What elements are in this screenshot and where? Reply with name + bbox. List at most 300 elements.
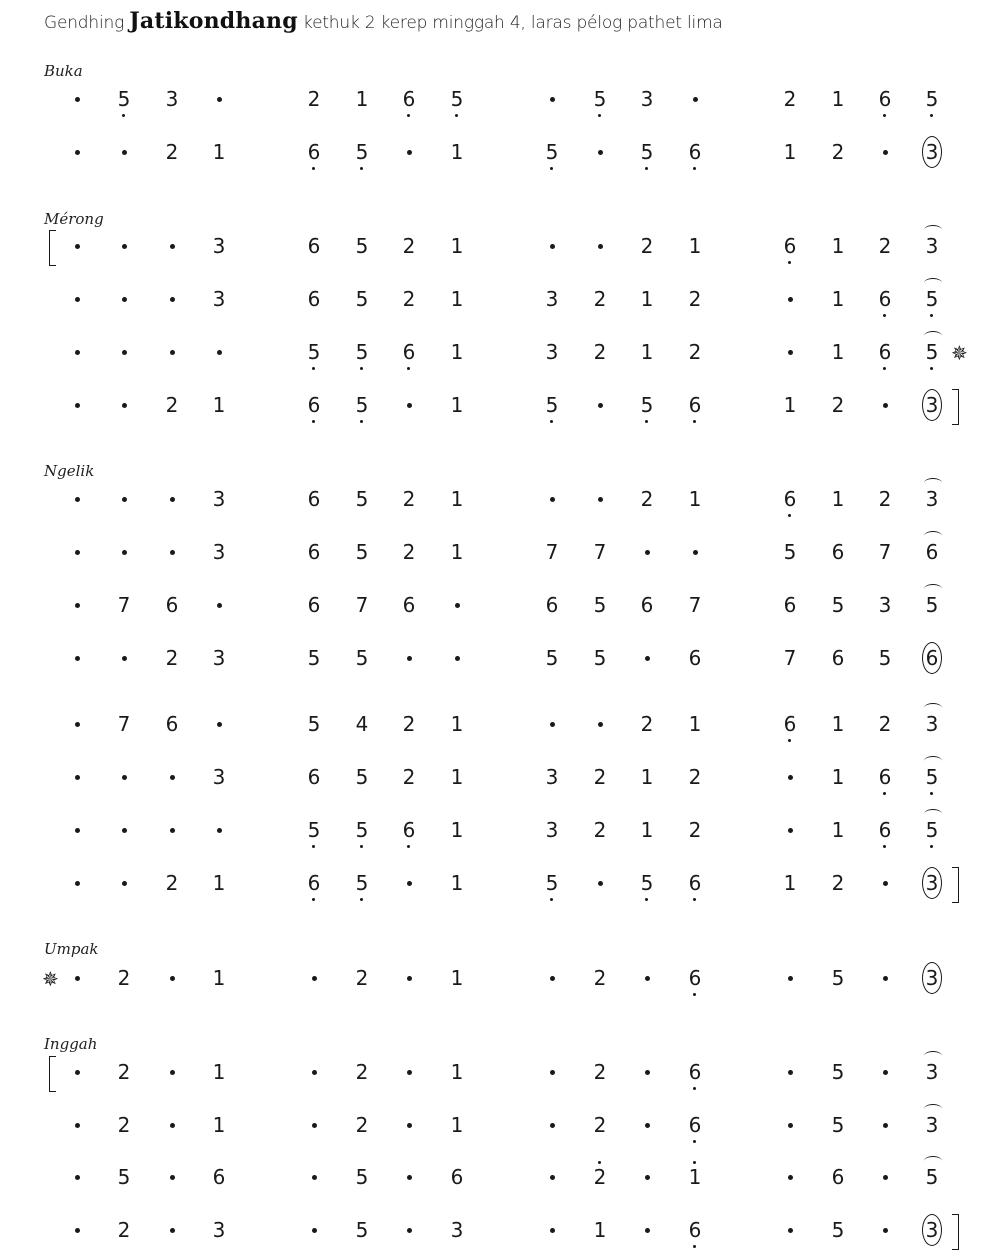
rest-dot xyxy=(585,712,615,738)
note-digit: 3 xyxy=(925,1113,939,1137)
note xyxy=(870,340,900,366)
rest-dot xyxy=(537,234,567,260)
note xyxy=(442,871,472,897)
note-digit: 5 xyxy=(831,1060,845,1084)
rest-dot xyxy=(299,966,329,992)
note xyxy=(299,393,329,419)
note xyxy=(109,593,139,619)
note xyxy=(823,234,853,260)
rest-dot-mark xyxy=(883,976,888,981)
note-digit: 2 xyxy=(402,234,416,258)
note-digit: 1 xyxy=(212,871,226,895)
note xyxy=(299,871,329,897)
rest-dot xyxy=(157,340,187,366)
note-digit: 2 xyxy=(593,966,607,990)
rest-dot xyxy=(775,1113,805,1139)
rest-dot-mark xyxy=(170,976,175,981)
note xyxy=(394,234,424,260)
rest-dot xyxy=(394,966,424,992)
rest-dot-mark xyxy=(883,881,888,886)
rest-dot-mark xyxy=(407,1228,412,1233)
rest-dot xyxy=(870,966,900,992)
note xyxy=(632,487,662,513)
note xyxy=(347,593,377,619)
note xyxy=(299,818,329,844)
note-digit: 2 xyxy=(640,712,654,736)
note-digit: 6 xyxy=(688,1060,702,1084)
note-digit: 6 xyxy=(688,646,702,670)
rest-dot xyxy=(109,871,139,897)
note-digit: 5 xyxy=(831,1218,845,1242)
note xyxy=(204,1113,234,1139)
note-digit: 3 xyxy=(212,487,226,511)
rest-dot xyxy=(204,818,234,844)
rest-dot-mark xyxy=(598,881,603,886)
note xyxy=(537,765,567,791)
kenong-note xyxy=(917,540,947,566)
rest-dot xyxy=(585,393,615,419)
note xyxy=(775,234,805,260)
note xyxy=(585,593,615,619)
note-digit: 7 xyxy=(355,593,369,617)
note xyxy=(109,1165,139,1191)
note-digit: 6 xyxy=(925,540,939,564)
note-digit: 5 xyxy=(783,540,797,564)
rest-dot-mark xyxy=(788,350,793,355)
rest-dot xyxy=(62,287,92,313)
note-digit: 1 xyxy=(831,765,845,789)
rest-dot xyxy=(62,712,92,738)
note-digit: 7 xyxy=(878,540,892,564)
note-digit: 6 xyxy=(307,593,321,617)
note-digit: 6 xyxy=(831,646,845,670)
note-digit: 2 xyxy=(688,287,702,311)
rest-dot xyxy=(775,1060,805,1086)
note xyxy=(537,871,567,897)
rest-dot-mark xyxy=(550,244,555,249)
rest-dot-mark xyxy=(122,550,127,555)
note-digit: 5 xyxy=(925,593,939,617)
note xyxy=(632,393,662,419)
repeat-bracket-open xyxy=(49,1056,56,1092)
note xyxy=(347,966,377,992)
note-digit: 5 xyxy=(925,340,939,364)
note-digit: 2 xyxy=(593,287,607,311)
note xyxy=(775,393,805,419)
rest-dot-mark xyxy=(598,497,603,502)
kenong-note xyxy=(917,487,947,513)
rest-dot xyxy=(442,646,472,672)
note-digit: 1 xyxy=(831,87,845,111)
rest-dot xyxy=(157,1113,187,1139)
note xyxy=(775,871,805,897)
note xyxy=(680,340,710,366)
note-digit: 3 xyxy=(922,1214,942,1246)
note-digit: 6 xyxy=(688,966,702,990)
note xyxy=(299,140,329,166)
rest-dot-mark xyxy=(170,1175,175,1180)
note-digit: 3 xyxy=(450,1218,464,1242)
note xyxy=(680,1218,710,1244)
note xyxy=(775,646,805,672)
note-digit: 2 xyxy=(402,712,416,736)
note-digit: 1 xyxy=(450,712,464,736)
rest-dot-mark xyxy=(645,1228,650,1233)
rest-dot xyxy=(299,1218,329,1244)
title-prefix: Gendhing xyxy=(44,13,125,33)
note xyxy=(204,234,234,260)
note xyxy=(680,393,710,419)
note xyxy=(347,287,377,313)
note xyxy=(585,966,615,992)
note-digit: 3 xyxy=(640,87,654,111)
note-digit: 6 xyxy=(878,340,892,364)
note xyxy=(680,712,710,738)
note xyxy=(775,487,805,513)
note-digit: 3 xyxy=(878,593,892,617)
rest-dot-mark xyxy=(75,350,80,355)
rest-dot-mark xyxy=(550,497,555,502)
note-digit: 5 xyxy=(545,646,559,670)
section-label: Inggah xyxy=(44,1035,98,1053)
note-digit: 6 xyxy=(783,593,797,617)
note-digit: 5 xyxy=(640,871,654,895)
note xyxy=(442,712,472,738)
rest-dot-mark xyxy=(170,297,175,302)
note-digit: 4 xyxy=(355,712,369,736)
rest-dot xyxy=(537,966,567,992)
rest-dot xyxy=(775,287,805,313)
rest-dot-mark xyxy=(75,881,80,886)
rest-dot xyxy=(109,646,139,672)
note xyxy=(585,287,615,313)
note xyxy=(537,393,567,419)
note xyxy=(204,487,234,513)
note-digit: 2 xyxy=(831,393,845,417)
note-digit: 5 xyxy=(545,393,559,417)
note xyxy=(347,234,377,260)
rest-dot xyxy=(62,765,92,791)
note-digit: 5 xyxy=(450,87,464,111)
note xyxy=(537,646,567,672)
note xyxy=(632,593,662,619)
note-digit: 2 xyxy=(593,1060,607,1084)
note-digit: 2 xyxy=(355,1060,369,1084)
note xyxy=(347,765,377,791)
rest-dot xyxy=(680,540,710,566)
note xyxy=(537,140,567,166)
note-digit: 2 xyxy=(878,234,892,258)
rest-dot-mark xyxy=(312,976,317,981)
note xyxy=(632,340,662,366)
note xyxy=(823,340,853,366)
rest-dot xyxy=(157,287,187,313)
rest-dot-mark xyxy=(122,150,127,155)
note xyxy=(394,818,424,844)
rest-dot xyxy=(775,765,805,791)
kenong-note xyxy=(917,1165,947,1191)
note xyxy=(680,818,710,844)
note xyxy=(109,87,139,113)
kenong-note xyxy=(917,234,947,260)
note-digit: 7 xyxy=(117,712,131,736)
note xyxy=(870,487,900,513)
note xyxy=(680,593,710,619)
rest-dot-mark xyxy=(170,1228,175,1233)
rest-dot xyxy=(394,1165,424,1191)
note xyxy=(680,287,710,313)
note xyxy=(347,1218,377,1244)
note-digit: 1 xyxy=(212,966,226,990)
note xyxy=(632,140,662,166)
note-digit: 2 xyxy=(165,393,179,417)
note-digit: 1 xyxy=(212,140,226,164)
rest-dot xyxy=(632,966,662,992)
note-digit: 3 xyxy=(545,287,559,311)
rest-dot xyxy=(585,487,615,513)
rest-dot xyxy=(775,818,805,844)
note xyxy=(585,1218,615,1244)
rest-dot-mark xyxy=(455,603,460,608)
rest-dot-mark xyxy=(312,1070,317,1075)
note-digit: 1 xyxy=(450,966,464,990)
note xyxy=(870,712,900,738)
note xyxy=(537,818,567,844)
note xyxy=(585,1165,615,1191)
note xyxy=(299,593,329,619)
rest-dot-mark xyxy=(75,976,80,981)
note-digit: 6 xyxy=(307,540,321,564)
rest-dot-mark xyxy=(312,1123,317,1128)
note-digit: 5 xyxy=(355,540,369,564)
note xyxy=(442,140,472,166)
note-digit: 1 xyxy=(355,87,369,111)
note-digit: 1 xyxy=(688,487,702,511)
gong-note xyxy=(917,393,947,419)
note xyxy=(585,646,615,672)
note-digit: 1 xyxy=(450,140,464,164)
rest-dot xyxy=(394,1218,424,1244)
rest-dot xyxy=(109,140,139,166)
rest-dot xyxy=(109,234,139,260)
note-digit: 1 xyxy=(450,540,464,564)
repeat-bracket-close xyxy=(952,867,959,903)
note-digit: 1 xyxy=(450,818,464,842)
rest-dot xyxy=(62,1060,92,1086)
rest-dot-mark xyxy=(645,1070,650,1075)
rest-dot xyxy=(870,1165,900,1191)
rest-dot xyxy=(109,540,139,566)
note xyxy=(394,765,424,791)
note xyxy=(442,287,472,313)
note-digit: 6 xyxy=(688,393,702,417)
note-digit: 5 xyxy=(117,1165,131,1189)
note-digit: 3 xyxy=(165,87,179,111)
rest-dot xyxy=(62,646,92,672)
rest-dot-mark xyxy=(217,828,222,833)
rest-dot-mark xyxy=(75,497,80,502)
rest-dot xyxy=(62,340,92,366)
rest-dot xyxy=(394,1113,424,1139)
rest-dot xyxy=(775,966,805,992)
note-digit: 2 xyxy=(117,1060,131,1084)
rest-dot-mark xyxy=(550,97,555,102)
note xyxy=(823,1218,853,1244)
note xyxy=(394,87,424,113)
note xyxy=(442,966,472,992)
note-digit: 5 xyxy=(878,646,892,670)
note xyxy=(157,593,187,619)
rest-dot-mark xyxy=(170,244,175,249)
note-digit: 6 xyxy=(402,818,416,842)
rest-dot-mark xyxy=(217,603,222,608)
rest-dot-mark xyxy=(170,497,175,502)
note-digit: 3 xyxy=(212,234,226,258)
note xyxy=(775,593,805,619)
note-digit: 2 xyxy=(640,234,654,258)
rest-dot-mark xyxy=(788,297,793,302)
note-digit: 5 xyxy=(593,593,607,617)
rest-dot-mark xyxy=(693,550,698,555)
note xyxy=(204,765,234,791)
note-digit: 5 xyxy=(355,1218,369,1242)
note xyxy=(680,234,710,260)
note-digit: 2 xyxy=(117,1218,131,1242)
note xyxy=(870,234,900,260)
note-digit: 6 xyxy=(688,871,702,895)
rest-dot xyxy=(157,1060,187,1086)
note xyxy=(585,87,615,113)
note xyxy=(632,765,662,791)
note-digit: 1 xyxy=(831,487,845,511)
note xyxy=(680,1113,710,1139)
rest-dot-mark xyxy=(598,244,603,249)
rest-dot-mark xyxy=(122,881,127,886)
transition-star-icon: ✵ xyxy=(951,341,968,365)
note xyxy=(347,1060,377,1086)
note-digit: 7 xyxy=(545,540,559,564)
note xyxy=(442,818,472,844)
note-digit: 5 xyxy=(355,871,369,895)
note xyxy=(775,87,805,113)
note-digit: 6 xyxy=(165,712,179,736)
note xyxy=(109,1113,139,1139)
repeat-bracket-open xyxy=(49,230,56,266)
note-digit: 1 xyxy=(783,393,797,417)
note xyxy=(632,287,662,313)
note xyxy=(585,765,615,791)
rest-dot-mark xyxy=(598,722,603,727)
note-digit: 2 xyxy=(307,87,321,111)
note xyxy=(442,393,472,419)
gong-note xyxy=(917,1218,947,1244)
rest-dot xyxy=(299,1060,329,1086)
note xyxy=(775,712,805,738)
note-digit: 3 xyxy=(922,389,942,421)
note xyxy=(442,1060,472,1086)
note-digit: 6 xyxy=(878,87,892,111)
note-digit: 2 xyxy=(117,966,131,990)
rest-dot-mark xyxy=(645,1175,650,1180)
note-digit: 1 xyxy=(450,287,464,311)
note-digit: 5 xyxy=(307,340,321,364)
note-digit: 3 xyxy=(925,1060,939,1084)
note-digit: 5 xyxy=(831,1113,845,1137)
note-digit: 6 xyxy=(878,287,892,311)
rest-dot-mark xyxy=(122,656,127,661)
note-digit: 6 xyxy=(545,593,559,617)
rest-dot-mark xyxy=(170,775,175,780)
note xyxy=(585,818,615,844)
note-digit: 6 xyxy=(922,642,942,674)
rest-dot-mark xyxy=(122,297,127,302)
note xyxy=(204,646,234,672)
kenong-note xyxy=(917,593,947,619)
rest-dot xyxy=(204,87,234,113)
rest-dot xyxy=(109,340,139,366)
note-digit: 2 xyxy=(165,871,179,895)
rest-dot xyxy=(109,818,139,844)
note-digit: 1 xyxy=(831,712,845,736)
note xyxy=(442,234,472,260)
note-digit: 2 xyxy=(355,1113,369,1137)
note xyxy=(823,646,853,672)
note-digit: 1 xyxy=(450,871,464,895)
rest-dot-mark xyxy=(788,1228,793,1233)
rest-dot xyxy=(775,1218,805,1244)
note xyxy=(299,487,329,513)
kenong-note xyxy=(917,340,947,366)
rest-dot xyxy=(394,871,424,897)
note-digit: 6 xyxy=(402,340,416,364)
note xyxy=(632,712,662,738)
note-digit: 1 xyxy=(450,765,464,789)
note xyxy=(347,646,377,672)
rest-dot-mark xyxy=(75,603,80,608)
note xyxy=(870,646,900,672)
note-digit: 6 xyxy=(307,287,321,311)
rest-dot xyxy=(109,287,139,313)
rest-dot-mark xyxy=(75,150,80,155)
title-name: Jatikondhang xyxy=(129,8,298,34)
note-digit: 6 xyxy=(307,234,321,258)
note-digit: 2 xyxy=(688,340,702,364)
rest-dot-mark xyxy=(883,1123,888,1128)
rest-dot xyxy=(62,487,92,513)
note xyxy=(823,765,853,791)
rest-dot-mark xyxy=(75,828,80,833)
rest-dot xyxy=(394,393,424,419)
note xyxy=(204,540,234,566)
note xyxy=(917,87,947,113)
note xyxy=(585,1060,615,1086)
note-digit: 6 xyxy=(640,593,654,617)
note xyxy=(347,340,377,366)
note xyxy=(870,540,900,566)
note-digit: 6 xyxy=(307,140,321,164)
rest-dot xyxy=(62,1113,92,1139)
note xyxy=(632,871,662,897)
rest-dot xyxy=(632,1060,662,1086)
note xyxy=(775,540,805,566)
note-digit: 2 xyxy=(878,487,892,511)
note xyxy=(442,1113,472,1139)
rest-dot xyxy=(870,393,900,419)
note-digit: 6 xyxy=(783,712,797,736)
rest-dot-mark xyxy=(788,775,793,780)
note xyxy=(823,140,853,166)
rest-dot-mark xyxy=(883,1228,888,1233)
